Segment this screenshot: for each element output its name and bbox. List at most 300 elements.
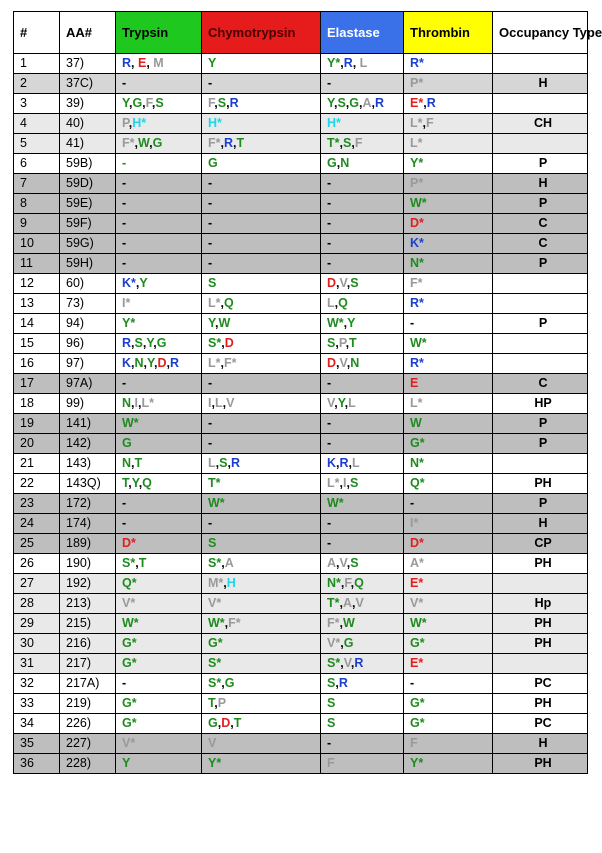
- elastase-residues: [321, 374, 404, 394]
- chymotrypsin-residues: [202, 634, 321, 654]
- residue-token: ,: [371, 96, 375, 110]
- residue-token: ,: [224, 616, 229, 630]
- chymotrypsin-residues: [202, 714, 321, 734]
- thrombin-residues: [404, 394, 493, 414]
- residue-token: R: [338, 676, 348, 690]
- residue-token: Q: [223, 296, 234, 310]
- residue-token: T: [134, 456, 143, 470]
- aa-number: 60): [60, 274, 116, 294]
- residue-token: -: [327, 536, 332, 550]
- header-row-number: #: [14, 12, 60, 54]
- elastase-residues: [321, 634, 404, 654]
- residue-token: -: [208, 196, 213, 210]
- residue-token: -: [327, 376, 332, 390]
- residue-token: ,: [221, 556, 225, 570]
- table-row: [14, 214, 588, 234]
- residue-token: L*: [410, 396, 423, 410]
- aa-number: 37C): [60, 74, 116, 94]
- table-body: [14, 54, 588, 774]
- occupancy-type: Hp: [493, 594, 588, 614]
- aa-number: 59F): [60, 214, 116, 234]
- residue-token: ,: [134, 136, 138, 150]
- residue-token: -: [122, 676, 127, 690]
- row-number: 2: [14, 74, 60, 94]
- residue-token: ,: [211, 396, 215, 410]
- chymotrypsin-residues: [202, 674, 321, 694]
- trypsin-residues: [116, 234, 202, 254]
- residue-token: ,: [214, 96, 218, 110]
- table-row: [14, 274, 588, 294]
- occupancy-type: [493, 334, 588, 354]
- residue-token: ,: [214, 316, 219, 330]
- residue-token: N: [122, 396, 132, 410]
- residue-token: V*: [122, 596, 136, 610]
- residue-token: V: [226, 396, 235, 410]
- residue-token: F*: [122, 136, 135, 150]
- trypsin-residues: [116, 414, 202, 434]
- residue-token: ,: [220, 136, 224, 150]
- thrombin-residues: [404, 54, 493, 74]
- residue-token: V: [343, 656, 351, 670]
- residue-token: -: [122, 216, 127, 230]
- residue-token: G*: [122, 716, 137, 730]
- elastase-residues: [321, 134, 404, 154]
- residue-token: W*: [208, 616, 225, 630]
- residue-token: V: [339, 276, 347, 290]
- residue-token: S*: [122, 556, 136, 570]
- chymotrypsin-residues: [202, 494, 321, 514]
- residue-token: F: [410, 736, 418, 750]
- occupancy-type: H: [493, 74, 588, 94]
- residue-token: ,: [334, 396, 338, 410]
- residue-token: ,: [352, 56, 360, 70]
- residue-token: G*: [410, 716, 425, 730]
- residue-token: ,: [220, 356, 224, 370]
- trypsin-residues: [116, 354, 202, 374]
- residue-token: S: [208, 536, 217, 550]
- occupancy-type: C: [493, 374, 588, 394]
- trypsin-residues: [116, 94, 202, 114]
- residue-token: P: [122, 116, 129, 130]
- residue-token: H*: [208, 116, 222, 130]
- table-row: [14, 354, 588, 374]
- occupancy-type: C: [493, 234, 588, 254]
- trypsin-residues: [116, 374, 202, 394]
- residue-token: S: [327, 336, 336, 350]
- row-number: 24: [14, 514, 60, 534]
- thrombin-residues: [404, 494, 493, 514]
- residue-token: E*: [410, 96, 424, 110]
- residue-token: Y: [347, 316, 356, 330]
- aa-number: 97): [60, 354, 116, 374]
- chymotrypsin-residues: [202, 614, 321, 634]
- residue-token: S: [327, 696, 336, 710]
- row-number: 20: [14, 434, 60, 454]
- residue-token: N: [122, 456, 132, 470]
- residue-token: D: [327, 356, 337, 370]
- chymotrypsin-residues: [202, 194, 321, 214]
- occupancy-type: CP: [493, 534, 588, 554]
- occupancy-type: P: [493, 414, 588, 434]
- aa-number: 59H): [60, 254, 116, 274]
- thrombin-residues: [404, 74, 493, 94]
- chymotrypsin-residues: [202, 594, 321, 614]
- row-number: 28: [14, 594, 60, 614]
- row-number: 6: [14, 154, 60, 174]
- residue-token: Q: [354, 576, 364, 590]
- chymotrypsin-residues: [202, 514, 321, 534]
- residue-token: V: [208, 736, 217, 750]
- residue-token: G*: [410, 436, 425, 450]
- residue-token: R: [339, 456, 349, 470]
- residue-token: Y: [208, 56, 217, 70]
- residue-token: R: [169, 356, 180, 370]
- thrombin-residues: [404, 314, 493, 334]
- residue-token: ,: [142, 96, 146, 110]
- chymotrypsin-residues: [202, 254, 321, 274]
- thrombin-residues: [404, 594, 493, 614]
- residue-token: -: [122, 496, 127, 510]
- residue-token: S: [349, 476, 359, 490]
- occupancy-type: H: [493, 174, 588, 194]
- residue-token: ,: [344, 396, 349, 410]
- residue-token: S: [327, 676, 336, 690]
- occupancy-type: P: [493, 154, 588, 174]
- thrombin-residues: [404, 294, 493, 314]
- residue-token: -: [327, 736, 332, 750]
- thrombin-residues: [404, 414, 493, 434]
- thrombin-residues: [404, 214, 493, 234]
- occupancy-type: C: [493, 214, 588, 234]
- residue-token: I*: [410, 516, 419, 530]
- chymotrypsin-residues: [202, 154, 321, 174]
- aa-number: 59B): [60, 154, 116, 174]
- row-number: 26: [14, 554, 60, 574]
- chymotrypsin-residues: [202, 294, 321, 314]
- residue-token: V: [327, 396, 335, 410]
- occupancy-type: [493, 574, 588, 594]
- aa-number: 215): [60, 614, 116, 634]
- trypsin-residues: [116, 654, 202, 674]
- residue-token: V*: [327, 636, 341, 650]
- residue-token: I: [342, 476, 347, 490]
- residue-token: V*: [410, 596, 424, 610]
- aa-number: 189): [60, 534, 116, 554]
- trypsin-residues: [116, 274, 202, 294]
- row-number: 12: [14, 274, 60, 294]
- residue-token: Y: [131, 476, 139, 490]
- table-row: [14, 414, 588, 434]
- elastase-residues: [321, 174, 404, 194]
- residue-token: S: [219, 456, 228, 470]
- residue-token: Y*: [410, 756, 424, 770]
- chymotrypsin-residues: [202, 214, 321, 234]
- table-row: [14, 434, 588, 454]
- elastase-residues: [321, 674, 404, 694]
- residue-token: N: [340, 156, 350, 170]
- residue-token: ,: [336, 156, 341, 170]
- residue-token: L: [352, 456, 360, 470]
- elastase-residues: [321, 74, 404, 94]
- elastase-residues: [321, 194, 404, 214]
- elastase-residues: [321, 654, 404, 674]
- row-number: 32: [14, 674, 60, 694]
- residue-token: L: [208, 456, 216, 470]
- residue-token: R: [122, 56, 132, 70]
- residue-token: -: [122, 516, 127, 530]
- residue-token: -: [410, 496, 415, 510]
- residue-token: -: [122, 196, 127, 210]
- elastase-residues: [321, 574, 404, 594]
- residue-token: S: [350, 276, 359, 290]
- residue-token: D: [327, 276, 337, 290]
- trypsin-residues: [116, 454, 202, 474]
- trypsin-residues: [116, 54, 202, 74]
- aa-number: 59E): [60, 194, 116, 214]
- thrombin-residues: [404, 94, 493, 114]
- trypsin-residues: [116, 114, 202, 134]
- trypsin-residues: [116, 694, 202, 714]
- table-row: [14, 174, 588, 194]
- residue-token: -: [208, 176, 213, 190]
- residue-token: L: [214, 396, 223, 410]
- residue-token: L*: [208, 356, 221, 370]
- residue-token: F*: [228, 616, 241, 630]
- row-number: 11: [14, 254, 60, 274]
- residue-token: ,: [339, 616, 343, 630]
- elastase-residues: [321, 594, 404, 614]
- table-row: [14, 374, 588, 394]
- residue-token: L: [348, 396, 356, 410]
- residue-token: ,: [230, 716, 234, 730]
- table-row: [14, 94, 588, 114]
- residue-token: W: [137, 136, 150, 150]
- residue-token: Y: [122, 756, 131, 770]
- table-row: [14, 314, 588, 334]
- table-row: [14, 674, 588, 694]
- residue-token: ,: [166, 356, 170, 370]
- residue-token: ,: [345, 336, 350, 350]
- trypsin-residues: [116, 314, 202, 334]
- thrombin-residues: [404, 254, 493, 274]
- thrombin-residues: [404, 754, 493, 774]
- trypsin-residues: [116, 494, 202, 514]
- residue-token: -: [122, 156, 127, 170]
- trypsin-residues: [116, 474, 202, 494]
- header-trypsin: Trypsin: [116, 12, 202, 54]
- residue-token: -: [327, 176, 332, 190]
- table-row: [14, 54, 588, 74]
- residue-token: ,: [350, 576, 355, 590]
- elastase-residues: [321, 154, 404, 174]
- trypsin-residues: [116, 154, 202, 174]
- residue-token: W: [218, 316, 231, 330]
- residue-token: ,: [128, 116, 133, 130]
- residue-token: ,: [221, 336, 225, 350]
- residue-token: G: [152, 136, 163, 150]
- residue-token: ,: [350, 656, 355, 670]
- elastase-residues: [321, 114, 404, 134]
- trypsin-residues: [116, 614, 202, 634]
- residue-token: R*: [410, 56, 424, 70]
- chymotrypsin-residues: [202, 274, 321, 294]
- residue-token: K*: [410, 236, 424, 250]
- table-row: [14, 234, 588, 254]
- residue-token: -: [208, 76, 213, 90]
- row-number: 7: [14, 174, 60, 194]
- residue-token: N*: [327, 576, 341, 590]
- aa-number: 143): [60, 454, 116, 474]
- residue-token: ,: [227, 456, 231, 470]
- residue-token: -: [208, 216, 213, 230]
- aa-number: 37): [60, 54, 116, 74]
- table-row: [14, 554, 588, 574]
- residue-token: ,: [351, 136, 355, 150]
- residue-token: W*: [122, 416, 139, 430]
- residue-token: F: [354, 136, 363, 150]
- row-number: 8: [14, 194, 60, 214]
- chymotrypsin-residues: [202, 414, 321, 434]
- residue-token: -: [122, 256, 127, 270]
- residue-token: -: [327, 256, 332, 270]
- residue-token: I*: [122, 296, 131, 310]
- aa-number: 219): [60, 694, 116, 714]
- thrombin-residues: [404, 514, 493, 534]
- residue-token: F: [208, 96, 215, 110]
- residue-token: H*: [132, 116, 147, 130]
- residue-token: ,: [131, 336, 135, 350]
- occupancy-type: [493, 454, 588, 474]
- occupancy-type: P: [493, 194, 588, 214]
- residue-token: ,: [143, 356, 148, 370]
- header-aa-number: AA#: [60, 12, 116, 54]
- residue-token: S*: [208, 556, 222, 570]
- aa-number: 172): [60, 494, 116, 514]
- residue-token: T*: [327, 596, 340, 610]
- residue-token: ,: [131, 56, 138, 70]
- trypsin-residues: [116, 134, 202, 154]
- thrombin-residues: [404, 474, 493, 494]
- table-row: [14, 714, 588, 734]
- row-number: 3: [14, 94, 60, 114]
- thrombin-residues: [404, 374, 493, 394]
- aa-number: 227): [60, 734, 116, 754]
- residue-token: -: [327, 436, 332, 450]
- residue-token: G: [132, 96, 143, 110]
- residue-token: G*: [410, 636, 425, 650]
- row-number: 25: [14, 534, 60, 554]
- thrombin-residues: [404, 334, 493, 354]
- chymotrypsin-residues: [202, 374, 321, 394]
- residue-token: Y: [139, 276, 148, 290]
- residue-token: G: [327, 156, 337, 170]
- row-number: 22: [14, 474, 60, 494]
- table-row: [14, 734, 588, 754]
- residue-token: ,: [334, 296, 339, 310]
- residue-token: P: [217, 696, 227, 710]
- residue-token: S*: [327, 656, 341, 670]
- residue-token: ,: [135, 276, 140, 290]
- residue-token: G*: [410, 696, 425, 710]
- thrombin-residues: [404, 714, 493, 734]
- trypsin-residues: [116, 174, 202, 194]
- residue-token: A*: [410, 556, 424, 570]
- residue-token: Q: [142, 476, 152, 490]
- thrombin-residues: [404, 614, 493, 634]
- residue-token: -: [327, 196, 332, 210]
- trypsin-residues: [116, 434, 202, 454]
- header-elastase: Elastase: [321, 12, 404, 54]
- elastase-residues: [321, 554, 404, 574]
- elastase-residues: [321, 694, 404, 714]
- residue-token: N*: [410, 456, 424, 470]
- elastase-residues: [321, 254, 404, 274]
- occupancy-type: P: [493, 494, 588, 514]
- aa-number: 99): [60, 394, 116, 414]
- residue-token: G*: [208, 636, 223, 650]
- residue-token: F*: [410, 276, 423, 290]
- residue-token: ,: [128, 476, 132, 490]
- trypsin-residues: [116, 534, 202, 554]
- thrombin-residues: [404, 434, 493, 454]
- trypsin-residues: [116, 594, 202, 614]
- residue-token: A: [342, 596, 353, 610]
- thrombin-residues: [404, 694, 493, 714]
- residue-token: Y*: [208, 756, 222, 770]
- chymotrypsin-residues: [202, 314, 321, 334]
- occupancy-type: PH: [493, 554, 588, 574]
- residue-token: ,: [138, 476, 143, 490]
- occupancy-type: PH: [493, 634, 588, 654]
- aa-number: 216): [60, 634, 116, 654]
- residue-token: P: [338, 336, 346, 350]
- header-chymotrypsin: Chymotrypsin: [202, 12, 321, 54]
- occupancy-type: PC: [493, 714, 588, 734]
- residue-token: ,: [336, 556, 340, 570]
- residue-token: S*: [208, 336, 222, 350]
- residue-token: ,: [131, 456, 135, 470]
- residue-token: -: [122, 76, 127, 90]
- residue-token: G: [122, 436, 132, 450]
- table-row: [14, 654, 588, 674]
- residue-token: ,: [339, 596, 343, 610]
- residue-token: F*: [327, 616, 340, 630]
- trypsin-residues: [116, 214, 202, 234]
- residue-token: ,: [131, 396, 135, 410]
- row-number: 30: [14, 634, 60, 654]
- row-number: 17: [14, 374, 60, 394]
- residue-token: -: [410, 676, 415, 690]
- elastase-residues: [321, 94, 404, 114]
- thrombin-residues: [404, 634, 493, 654]
- residue-token: L: [327, 296, 335, 310]
- residue-token: -: [327, 236, 332, 250]
- thrombin-residues: [404, 454, 493, 474]
- row-number: 35: [14, 734, 60, 754]
- occupancy-type: PH: [493, 694, 588, 714]
- residue-token: W*: [327, 496, 344, 510]
- residue-token: G*: [122, 656, 137, 670]
- residue-token: Q*: [410, 476, 425, 490]
- residue-token: ,: [339, 476, 343, 490]
- residue-token: -: [327, 516, 332, 530]
- aa-number: 59G): [60, 234, 116, 254]
- chymotrypsin-residues: [202, 394, 321, 414]
- residue-token: -: [208, 516, 213, 530]
- residue-token: ,: [343, 316, 348, 330]
- residue-token: G: [208, 156, 218, 170]
- occupancy-type: PH: [493, 474, 588, 494]
